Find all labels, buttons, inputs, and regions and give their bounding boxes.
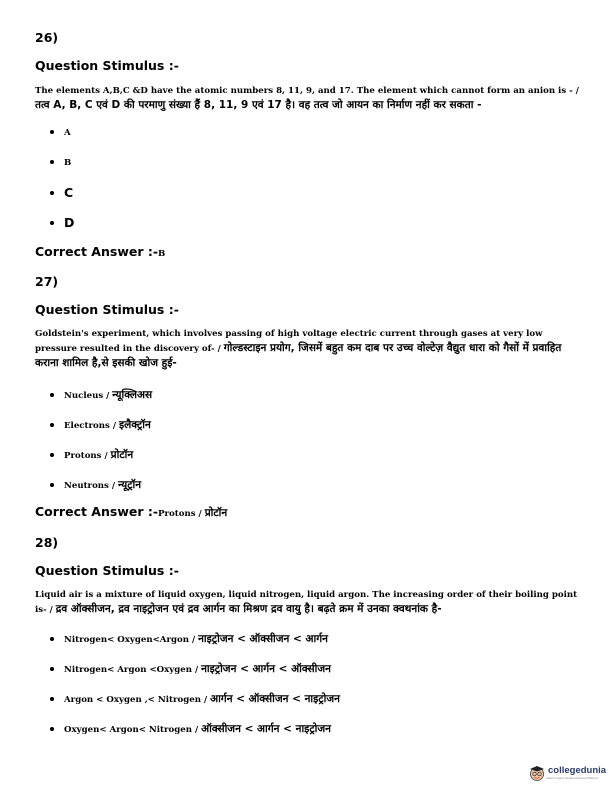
- option-text: Neutrons /: [64, 481, 119, 491]
- option-item: [50, 722, 331, 736]
- logo-tagline: India's largest Student Review Platform: [546, 776, 599, 780]
- stimulus-label: Question Stimulus :-: [35, 302, 179, 317]
- logo-name: collegedunia: [548, 765, 607, 776]
- option-item: [50, 662, 331, 676]
- question-text-en: Liquid air is a mixture of liquid oxygen, liquid nitrogen, liquid argon. The increasing order of their boiling point is- /: [35, 590, 578, 615]
- question-text: [35, 327, 583, 371]
- option-text-hi: न्यूक्लिअस: [112, 389, 153, 401]
- option-item: [50, 478, 141, 492]
- option-text: Electrons /: [64, 421, 119, 431]
- option-item: [50, 632, 328, 646]
- question-number: 28): [35, 535, 59, 550]
- stimulus-label: Question Stimulus :-: [35, 563, 179, 578]
- bullet-icon: [50, 393, 54, 397]
- question-text-hi: गोल्डस्टाइन प्रयोग, जिसमें बहुत कम दाब पर उच्च वोल्टेज़ वैद्युत धारा को गैसों में प्रवाहित कराना शामिल है,से इसकी खोज हुई-: [35, 342, 562, 369]
- question-text: [35, 588, 583, 617]
- bullet-icon: [50, 697, 54, 701]
- option-text-hi: आर्गन < ऑक्सीजन < नाइट्रोजन: [210, 693, 340, 705]
- option-item: [50, 128, 71, 138]
- option-text-hi: ऑक्सीजन < आर्गन < नाइट्रोजन: [201, 723, 331, 735]
- answer-value: Protons / प्रोटॉन: [158, 507, 228, 519]
- option-text-hi: इलैक्ट्रॉन: [118, 419, 151, 431]
- option-text-hi: नाइट्रोजन < ऑक्सीजन < आर्गन: [198, 633, 328, 645]
- option-item: [50, 185, 73, 200]
- stimulus-label: Question Stimulus :-: [35, 58, 179, 73]
- question-text-en: The elements A,B,C &D have the atomic numbers 8, 11, 9, and 17. The element which cannot form an anion is - /: [35, 86, 579, 96]
- answer-label: Correct Answer :-: [35, 244, 159, 259]
- option-text-hi: नाइट्रोजन < आर्गन < ऑक्सीजन: [201, 663, 331, 675]
- correct-answer: [35, 244, 165, 259]
- option-item: [50, 388, 152, 402]
- bullet-icon: [50, 221, 54, 225]
- logo-text-group: [546, 766, 606, 780]
- question-text-en: Goldstein's experiment, which involves passing of high voltage electric current through gases at very low pressure resulted in the discovery of- /: [35, 329, 543, 354]
- option-text: A: [64, 128, 71, 138]
- question-number: 27): [35, 274, 59, 289]
- option-text: Oxygen< Argon< Nitrogen /: [64, 725, 202, 735]
- option-text: D: [64, 215, 75, 230]
- option-text: Nitrogen< Oxygen<Argon /: [64, 635, 199, 645]
- option-text: Nitrogen< Argon <Oxygen /: [64, 665, 202, 675]
- option-text: Argon < Oxygen ,< Nitrogen /: [64, 695, 211, 705]
- bullet-icon: [50, 483, 54, 487]
- option-text: C: [64, 185, 74, 200]
- option-text: Nucleus /: [64, 391, 113, 401]
- question-text-hi: तत्व A, B, C एवं D की परमाणु संख्या हैं 8, 11, 9 एवं 17 है। वह तत्व जो आयन का निर्माण नहीं कर सकता -: [35, 99, 482, 111]
- bullet-icon: [50, 130, 54, 134]
- bullet-icon: [50, 453, 54, 457]
- answer-value: B: [158, 249, 166, 259]
- option-item: [50, 692, 340, 706]
- bullet-icon: [50, 727, 54, 731]
- bullet-icon: [50, 667, 54, 671]
- option-text-hi: प्रोटॉन: [110, 449, 134, 461]
- option-item: [50, 418, 151, 432]
- option-item: [50, 448, 133, 462]
- correct-answer: [35, 504, 227, 520]
- option-item: [50, 158, 71, 168]
- question-text-hi: द्रव ऑक्सीजन, द्रव नाइट्रोजन एवं द्रव आर्गन का मिश्रण द्रव वायु है। बढ़ते क्रम में उनका क्वथनांक है-: [55, 603, 442, 615]
- student-mascot-icon: [528, 764, 546, 782]
- question-text: [35, 84, 583, 113]
- option-text: B: [64, 158, 72, 168]
- option-text: Protons /: [64, 451, 111, 461]
- answer-label: Correct Answer :-: [35, 504, 159, 519]
- bullet-icon: [50, 160, 54, 164]
- question-number: 26): [35, 30, 59, 45]
- bullet-icon: [50, 637, 54, 641]
- option-text-hi: न्यूट्रॉन: [118, 479, 142, 491]
- option-item: [50, 215, 74, 230]
- bullet-icon: [50, 191, 54, 195]
- collegedunia-logo: [528, 764, 606, 782]
- bullet-icon: [50, 423, 54, 427]
